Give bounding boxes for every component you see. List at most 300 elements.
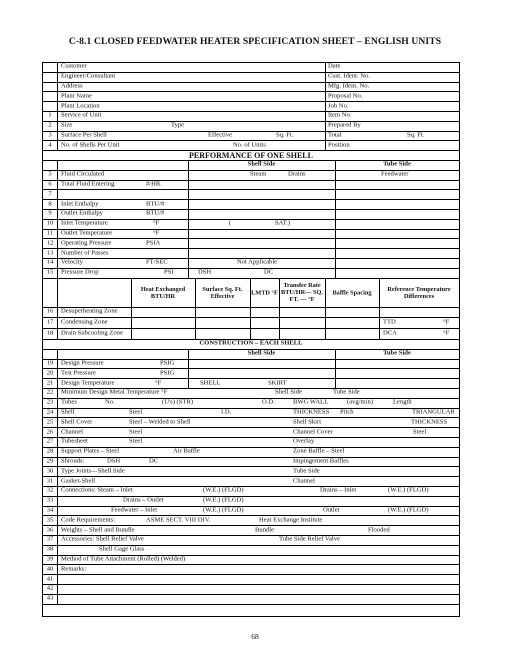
form-row: [43, 239, 459, 249]
field-text: No.: [105, 398, 115, 406]
line-number: 13: [46, 249, 54, 257]
shell-side-header: Shell Side: [247, 161, 276, 169]
column-divider: [250, 318, 251, 328]
column-divider: [57, 171, 58, 180]
field-label: Accessories: Shell Relief Valve: [61, 536, 144, 544]
column-divider: [131, 308, 132, 318]
zone-column-header: Surface Sq. Ft. Effective: [202, 285, 243, 300]
zone-column-header: Transfer Rate BTU/HR— SQ. FT. — °F: [281, 281, 323, 304]
field-text: Channel Cover: [293, 428, 333, 436]
column-divider: [325, 73, 326, 82]
field-label: Type Joints—Shell Side: [61, 467, 125, 475]
column-divider: [57, 438, 58, 447]
field-label: Service of Unit: [61, 112, 102, 120]
column-divider: [325, 102, 326, 111]
line-number: 3: [48, 131, 52, 139]
column-divider: [188, 379, 189, 388]
field-label: Remarks:: [61, 565, 87, 573]
field-text: SKIRT: [268, 379, 287, 387]
line-number: 7: [48, 190, 52, 198]
column-divider: [188, 171, 189, 180]
unit-label: PSIA: [146, 239, 161, 247]
column-divider: [379, 329, 380, 339]
column-divider: [335, 269, 336, 278]
column-divider: [335, 220, 336, 229]
ttd-label: TTD: [383, 318, 396, 326]
field-text: BWG WALL: [293, 398, 329, 406]
column-divider: [57, 458, 58, 467]
column-divider: [335, 181, 336, 190]
field-label: Design Pressure: [61, 359, 104, 367]
unit-label: °F: [153, 229, 160, 237]
form-row: [43, 269, 459, 279]
field-text: Flooded: [368, 526, 390, 534]
page-number: 68: [251, 632, 259, 641]
column-divider: [57, 200, 58, 209]
field-text: THICKNESS: [293, 408, 330, 416]
field-text: Bundle: [255, 526, 275, 534]
column-divider: [335, 239, 336, 248]
line-number: 30: [46, 467, 54, 475]
column-divider: [57, 210, 58, 219]
field-text: Zone Baffle – Steel: [293, 447, 345, 455]
column-divider: [195, 308, 196, 318]
form-row: [43, 259, 459, 269]
field-text: DSH: [107, 457, 121, 465]
form-row: [43, 556, 459, 566]
field-text: Outlet: [323, 506, 340, 514]
line-number: 39: [46, 555, 54, 563]
field-label: Drain Subcooling Zone: [61, 329, 123, 337]
column-divider: [57, 467, 58, 476]
column-divider: [188, 220, 189, 229]
field-label: Effective: [208, 131, 233, 139]
column-divider: [57, 239, 58, 248]
column-divider: [335, 379, 336, 388]
field-text: Impingement Baffles: [293, 457, 349, 465]
line-number: 33: [46, 496, 54, 504]
field-label: Sq. Ft.: [276, 131, 294, 139]
form-row: [43, 200, 459, 210]
field-label: Desuperheating Zone: [61, 308, 118, 316]
column-divider: [57, 546, 58, 555]
field-label: Shrouds:: [61, 457, 85, 465]
shell-side-header: Shell Side: [247, 349, 276, 357]
field-text: Steam: [250, 170, 267, 178]
unit-label: BTU/#: [146, 210, 165, 218]
column-divider: [188, 269, 189, 278]
field-label: Surface Per Shell: [61, 131, 107, 139]
form-row: [43, 122, 459, 132]
field-text: °F: [155, 379, 162, 387]
column-header-row: [43, 350, 459, 360]
line-number: 16: [46, 308, 54, 316]
column-divider: [57, 507, 58, 516]
zone-row: [43, 308, 459, 319]
unit-label: BTU/#: [146, 200, 165, 208]
form-row: [43, 181, 459, 191]
form-row: [43, 230, 459, 240]
field-text: (: [229, 219, 232, 227]
field-label: Type: [171, 121, 185, 129]
form-row: [43, 438, 459, 448]
line-number: 22: [46, 389, 54, 397]
unit-label: PSI: [164, 268, 174, 276]
line-number: 34: [46, 506, 54, 514]
field-text: ASME SECT. VIII DIV.: [146, 516, 211, 524]
dca-label: DCA: [383, 329, 397, 337]
form-row: [43, 418, 459, 428]
field-text: DC: [264, 268, 274, 276]
line-number: 23: [46, 398, 54, 406]
column-divider: [57, 63, 58, 72]
field-label: No. of Units: [233, 141, 266, 149]
column-divider: [279, 308, 280, 318]
form-row: [43, 132, 459, 142]
column-divider: [131, 329, 132, 339]
line-number: 37: [46, 536, 54, 544]
field-label: Shell: [61, 408, 75, 416]
field-text: Steel: [129, 408, 143, 416]
line-number: 42: [46, 585, 54, 593]
field-label: Size: [61, 121, 73, 129]
field-text: Shell Skirt: [293, 418, 322, 426]
form-row: [43, 360, 459, 370]
column-divider: [379, 318, 380, 328]
column-divider: [57, 230, 58, 239]
field-text: Drains: [288, 170, 306, 178]
field-label: Number of Passes: [61, 249, 109, 257]
column-divider: [57, 585, 58, 594]
tube-side-header: Tube Side: [383, 161, 411, 169]
line-number: 28: [46, 447, 54, 455]
line-number: 21: [46, 379, 54, 387]
column-divider: [57, 249, 58, 258]
field-text: Drains – Inlet: [320, 487, 357, 495]
field-label: Code Requirements:: [61, 516, 116, 524]
section-title: CONSTRUCTION – EACH SHELL: [199, 340, 303, 348]
field-label: Drains – Outlet: [123, 496, 164, 504]
column-divider: [57, 565, 58, 574]
field-label: Mfg. Ident. No.: [328, 82, 370, 90]
field-text: PSIG: [160, 369, 175, 377]
field-text: Pitch: [340, 408, 354, 416]
form-row: [43, 497, 459, 507]
field-text: DC: [149, 457, 159, 465]
unit-label: °F: [153, 219, 160, 227]
column-divider: [57, 92, 58, 101]
column-divider: [57, 556, 58, 565]
column-divider: [335, 249, 336, 258]
column-divider: [57, 399, 58, 408]
column-divider: [335, 190, 336, 199]
zone-column-header: Heat Exchanged BTU/HR: [140, 285, 186, 300]
form-row: [43, 477, 459, 487]
line-number: 19: [46, 359, 54, 367]
column-divider: [57, 73, 58, 82]
form-row: [43, 249, 459, 259]
form-row: [43, 389, 459, 399]
header-row: [43, 73, 459, 83]
column-divider: [57, 132, 58, 141]
field-text: (W.E.) (FLGD): [203, 487, 244, 495]
line-number: 10: [46, 219, 54, 227]
field-label: Plant Location: [61, 102, 100, 110]
column-divider: [57, 536, 58, 545]
field-text: Steel: [129, 438, 143, 446]
column-divider: [57, 83, 58, 92]
field-label: Connections: Steam – Inlet: [61, 487, 133, 495]
column-divider: [335, 200, 336, 209]
field-label: Condensing Zone: [61, 318, 108, 326]
form-row: [43, 369, 459, 379]
column-divider: [325, 132, 326, 141]
column-divider: [195, 318, 196, 328]
column-divider: [325, 83, 326, 92]
field-text: SHELL: [200, 379, 221, 387]
field-label: Customer: [61, 63, 87, 71]
line-number: 36: [46, 526, 54, 534]
form-row: [43, 595, 459, 605]
column-divider: [325, 318, 326, 328]
column-divider: [57, 477, 58, 486]
form-row: [43, 379, 459, 389]
section-heading: [43, 340, 459, 350]
field-label: Engineer/Consultant: [61, 72, 116, 80]
column-divider: [325, 92, 326, 101]
field-label: Test Pressure: [61, 369, 96, 377]
column-divider: [57, 409, 58, 418]
field-label: Method of Tube Attachment (Rolled) (Welded): [61, 555, 186, 563]
line-number: 9: [48, 210, 52, 218]
column-divider: [188, 181, 189, 190]
column-divider: [57, 487, 58, 496]
column-divider: [57, 526, 58, 535]
column-divider: [57, 308, 58, 318]
unit-label: °F: [443, 318, 450, 326]
field-text: TRIANGULAR: [412, 408, 455, 416]
column-divider: [57, 329, 58, 339]
field-label: Minimum Design Metal Temperature °F: [61, 389, 168, 397]
field-text: I.D.: [221, 408, 232, 416]
zone-column-header: Reference Temperature Differences: [387, 285, 451, 300]
field-label: Fluid Circulated: [61, 170, 105, 178]
section-title: PERFORMANCE OF ONE SHELL: [189, 150, 313, 160]
column-divider: [379, 308, 380, 318]
section-heading: [43, 151, 459, 161]
form-row: [43, 565, 459, 575]
column-divider: [325, 141, 326, 150]
line-number: 11: [46, 229, 54, 237]
field-label: Tubes: [61, 398, 77, 406]
column-divider: [57, 595, 58, 604]
zone-row: [43, 329, 459, 340]
field-label: No. of Shells Per Unit: [61, 141, 120, 149]
field-label: Feedwater – Inlet: [111, 506, 158, 514]
field-label: Proposal No.: [328, 92, 363, 100]
column-divider: [57, 575, 58, 584]
form-row: [43, 526, 459, 536]
field-text: DSH: [198, 268, 212, 276]
column-divider: [188, 210, 189, 219]
field-text: O.D.: [262, 398, 275, 406]
field-label: Prepared By: [328, 121, 361, 129]
field-label: Channel: [61, 428, 83, 436]
column-divider: [57, 389, 58, 398]
field-text: Tube Side: [333, 389, 360, 397]
field-text: Not Applicable: [237, 259, 278, 267]
zone-row: [43, 318, 459, 329]
column-divider: [250, 308, 251, 318]
line-number: 41: [46, 575, 54, 583]
column-divider: [188, 239, 189, 248]
form-row: [43, 467, 459, 477]
column-divider: [325, 329, 326, 339]
form-row: [43, 399, 459, 409]
header-row: [43, 83, 459, 93]
field-label: Sq. Ft.: [407, 131, 425, 139]
line-number: 27: [46, 438, 54, 446]
field-text: (U's) (STR): [162, 398, 194, 406]
form-row: [43, 585, 459, 595]
field-text: (W.E.) (FLGD): [388, 506, 429, 514]
form-row: [43, 428, 459, 438]
field-text: Heat Exchange Institute: [259, 516, 323, 524]
column-divider: [188, 360, 189, 369]
unit-label: °F: [443, 329, 450, 337]
line-number: 25: [46, 418, 54, 426]
line-number: 1: [48, 112, 52, 120]
column-divider: [57, 428, 58, 437]
header-row: [43, 63, 459, 73]
field-text: Channel: [293, 477, 315, 485]
column-divider: [325, 63, 326, 72]
column-divider: [57, 220, 58, 229]
line-number: 15: [46, 268, 54, 276]
column-divider: [279, 329, 280, 339]
column-divider: [57, 102, 58, 111]
column-divider: [57, 350, 58, 359]
column-divider: [57, 141, 58, 150]
field-label: Total Fluid Entering: [61, 180, 115, 188]
field-label: Inlet Enthalpy: [61, 200, 99, 208]
column-header-row: [43, 161, 459, 171]
form-row: [43, 546, 459, 556]
column-divider: [188, 259, 189, 268]
column-divider: [57, 360, 58, 369]
field-text: Shell Side: [275, 389, 302, 397]
column-divider: [335, 210, 336, 219]
form-row: [43, 220, 459, 230]
field-text: Feedwater: [381, 170, 409, 178]
form-row: [43, 210, 459, 220]
field-label: Cust. Ident. No.: [328, 72, 370, 80]
column-divider: [325, 112, 326, 121]
field-label: Weights – Shell and Bundle: [61, 526, 135, 534]
field-text: Air Baffle: [173, 447, 200, 455]
field-text: SAT.): [275, 219, 291, 227]
form-row: [43, 507, 459, 517]
field-label: Outlet Temperature: [61, 229, 113, 237]
form-row: [43, 575, 459, 585]
field-label: Total: [328, 131, 342, 139]
form-row: [43, 487, 459, 497]
field-text: PSIG: [160, 359, 175, 367]
column-divider: [57, 190, 58, 199]
column-divider: [57, 259, 58, 268]
field-label: Pressure Drop: [61, 268, 99, 276]
field-text: Steel – Welded to Shell: [129, 418, 191, 426]
column-divider: [57, 112, 58, 121]
line-number: 17: [46, 318, 54, 326]
field-text: (W.E.) (FLGD): [203, 496, 244, 504]
column-divider: [195, 329, 196, 339]
column-divider: [188, 230, 189, 239]
column-divider: [188, 200, 189, 209]
line-number: 2: [48, 121, 52, 129]
sheet-title: C-8.1 CLOSED FEEDWATER HEATER SPECIFICATION SHEET – ENGLISH UNITS: [68, 36, 442, 47]
column-divider: [57, 122, 58, 131]
field-label: Support Plates – Steel: [61, 447, 120, 455]
line-number: 18: [46, 329, 54, 337]
line-number: 8: [48, 200, 52, 208]
form-row: [43, 190, 459, 200]
field-label: Outlet Enthalpy: [61, 210, 103, 218]
column-divider: [325, 122, 326, 131]
form-row: [43, 458, 459, 468]
line-number: 4: [48, 141, 52, 149]
field-label: Design Temperature: [61, 379, 115, 387]
field-text: (avg/min): [347, 398, 374, 406]
column-divider: [131, 318, 132, 328]
column-divider: [57, 516, 58, 525]
zone-column-header: LMTD °F: [251, 288, 278, 296]
field-label: Shell Gage Glass: [99, 545, 145, 553]
line-number: 38: [46, 545, 54, 553]
column-divider: [188, 190, 189, 199]
field-label: Item No.: [328, 112, 352, 120]
unit-label: #/HR.: [146, 180, 162, 188]
field-label: Gasket-Shell: [61, 477, 96, 485]
column-divider: [335, 369, 336, 378]
field-text: (W.E.) (FLGD): [388, 487, 429, 495]
column-divider: [335, 259, 336, 268]
line-number: 40: [46, 565, 54, 573]
column-divider: [188, 369, 189, 378]
field-label: Job No.: [328, 102, 349, 110]
column-divider: [57, 161, 58, 170]
tube-side-header: Tube Side: [383, 349, 411, 357]
field-label: Operating Pressure: [61, 239, 112, 247]
field-text: THICKNESS: [411, 418, 448, 426]
field-label: Shell Cover: [61, 418, 93, 426]
line-number: 5: [48, 170, 52, 178]
form-row: [43, 171, 459, 181]
field-label: Inlet Temperature: [61, 219, 108, 227]
form-row: [43, 112, 459, 122]
spec-sheet-table: [42, 62, 460, 617]
form-row: [43, 516, 459, 526]
column-divider: [335, 171, 336, 180]
field-label: Date: [328, 63, 341, 71]
column-divider: [57, 418, 58, 427]
column-divider: [57, 279, 58, 307]
line-number: 43: [46, 594, 54, 602]
line-number: 26: [46, 428, 54, 436]
field-text: Steel: [413, 428, 427, 436]
field-label: Tubesheet: [61, 438, 88, 446]
field-text: Length: [393, 398, 412, 406]
